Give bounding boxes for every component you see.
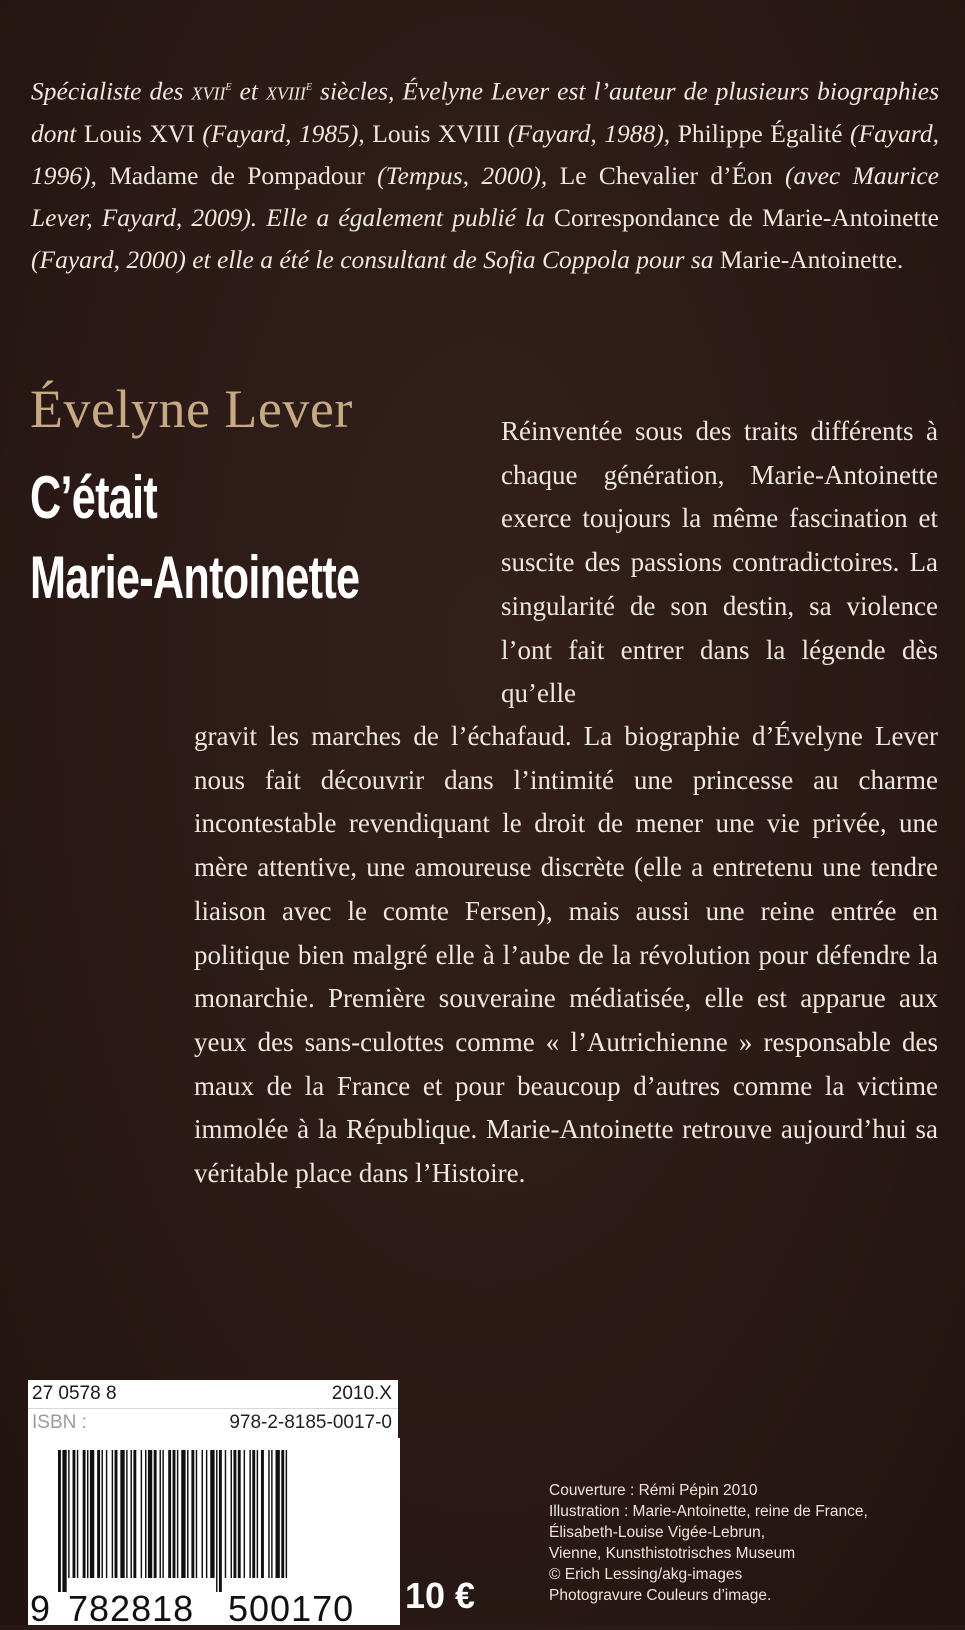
barcode-bar bbox=[58, 1450, 61, 1592]
credit-line: © Erich Lessing/akg-images bbox=[549, 1566, 743, 1583]
blurb-paragraph-continued: gravit les marches de l’échafaud. La biographie d’Évelyne Lever nous fait découvrir dans l’intimité une princesse au charme incontestable revendiquant le droit de mener une vie privée, une mère attentive, une amoureuse discrète (elle a entretenu une tendre liaison avec le comte Fersen), mais aussi une reine entrée en politique bien malgré elle à l’aube de la révolution pour défendre la monarchie. Première souveraine médiatisée, elle est apparue aux yeux des sans-culottes comme « l’Autrichienne » responsable des maux de la France et pour beaucoup d’autres comme la victime immolée à la République. Marie-Antoinette retrouve aujourd’hui sa véritable place dans l’Histoire. bbox=[194, 721, 938, 1189]
isbn-label: ISBN : bbox=[32, 1412, 87, 1433]
barcode-bar bbox=[120, 1450, 124, 1578]
barcode-bar bbox=[252, 1450, 255, 1578]
barcode-bar bbox=[177, 1450, 178, 1578]
barcode bbox=[28, 1438, 400, 1629]
book-title bbox=[30, 458, 360, 618]
barcode-bar bbox=[231, 1450, 232, 1578]
barcode-bar bbox=[286, 1450, 287, 1578]
cover-credits bbox=[549, 1480, 949, 1606]
barcode-bar bbox=[160, 1450, 161, 1578]
barcode-digits-left: 782818 bbox=[68, 1588, 195, 1629]
credit-line: Couverture : Rémi Pépin 2010 bbox=[549, 1482, 758, 1499]
barcode-bar bbox=[181, 1450, 185, 1578]
barcode-bar bbox=[257, 1450, 258, 1578]
barcode-bar bbox=[187, 1450, 188, 1578]
isbn-row bbox=[28, 1408, 398, 1439]
barcode-bar bbox=[173, 1450, 176, 1578]
author-biography: Spécialiste des xvii$^e$ et xviii$^e$ siècles, Évelyne Lever est l’auteur de plusieurs biographies dont Louis XVI (Fayard, 1985), Louis XVIII (Fayard, 1988), Philippe Égalité (Fayard, 1996), Madame de Pompadour (Tempus, 2000), Le Chevalier d’Éon (avec Maurice Lever, Fayard, 2009). Elle a également publié la Correspondance de Marie-Antoinette (Fayard, 2000) et elle a été le consultant de Sofia Coppola pour sa Marie-Antoinette. bbox=[31, 76, 939, 274]
barcode-bar bbox=[133, 1450, 136, 1578]
credit-line: Élisabeth-Louise Vigée-Lebrun, bbox=[549, 1524, 766, 1541]
book-title-line-1: C’était bbox=[30, 464, 157, 531]
barcode-bar bbox=[77, 1450, 78, 1578]
credit-line: Illustration : Marie-Antoinette, reine de France, bbox=[549, 1503, 868, 1520]
barcode-digit-first: 9 bbox=[30, 1588, 52, 1629]
isbn-number: 978-2-8185-0017-0 bbox=[229, 1412, 392, 1433]
author-name: Évelyne Lever bbox=[30, 379, 353, 439]
barcode-bar bbox=[271, 1450, 272, 1578]
barcode-bar bbox=[281, 1450, 284, 1578]
internal-code: 27 0578 8 bbox=[32, 1383, 117, 1404]
barcode-bar bbox=[276, 1450, 280, 1578]
barcode-bar bbox=[83, 1450, 86, 1578]
edition-code: 2010.X bbox=[331, 1383, 392, 1404]
barcode-bar bbox=[102, 1450, 103, 1578]
barcode-bar bbox=[168, 1450, 171, 1578]
barcode-digits-right: 500170 bbox=[228, 1588, 355, 1629]
barcode-bar bbox=[249, 1450, 250, 1578]
barcode-bar bbox=[115, 1450, 118, 1578]
barcode-bar bbox=[268, 1450, 269, 1578]
barcode-bar bbox=[206, 1450, 207, 1578]
barcode-bar bbox=[162, 1450, 163, 1578]
barcode-bar bbox=[216, 1450, 217, 1592]
barcode-bar bbox=[73, 1450, 76, 1578]
barcode-bar bbox=[261, 1450, 264, 1578]
barcode-bar bbox=[106, 1450, 107, 1578]
barcode-bar bbox=[87, 1450, 88, 1578]
barcode-bar bbox=[244, 1450, 245, 1578]
barcode-bar bbox=[90, 1450, 94, 1578]
barcode-bar bbox=[131, 1450, 132, 1578]
credit-line: Photogravure Couleurs d’image. bbox=[549, 1587, 772, 1604]
barcode-bar bbox=[154, 1450, 157, 1578]
book-title-line-2: Marie-Antoinette bbox=[30, 544, 360, 611]
barcode-bar bbox=[238, 1450, 241, 1578]
barcode-bar bbox=[126, 1450, 127, 1578]
barcode-bar bbox=[219, 1450, 222, 1592]
barcode-bar bbox=[148, 1450, 152, 1578]
barcode-bar bbox=[233, 1450, 236, 1578]
barcode-bar bbox=[141, 1450, 142, 1578]
barcode-bar bbox=[62, 1450, 66, 1592]
internal-code-row bbox=[28, 1380, 398, 1408]
barcode-bar bbox=[97, 1450, 100, 1578]
barcode-bar bbox=[196, 1450, 197, 1578]
barcode-bar bbox=[145, 1450, 146, 1578]
barcode-bar bbox=[202, 1450, 203, 1578]
barcode-bar bbox=[68, 1450, 69, 1578]
price: 10 € bbox=[405, 1575, 476, 1616]
barcode-bar bbox=[112, 1450, 113, 1578]
barcode-bar bbox=[225, 1450, 226, 1578]
blurb-paragraph-start: Réinventée sous des traits différents à chaque génération, Marie-Antoinette exerce toujours la même fascination et suscite des passions contradictoires. La singularité de son destin, sa violence l’ont fait entrer dans la légende dès qu’elle bbox=[501, 416, 938, 709]
barcode-bar bbox=[210, 1450, 214, 1578]
barcode-bar bbox=[191, 1450, 194, 1578]
credit-line: Vienne, Kunsthistotrisches Museum bbox=[549, 1545, 796, 1562]
